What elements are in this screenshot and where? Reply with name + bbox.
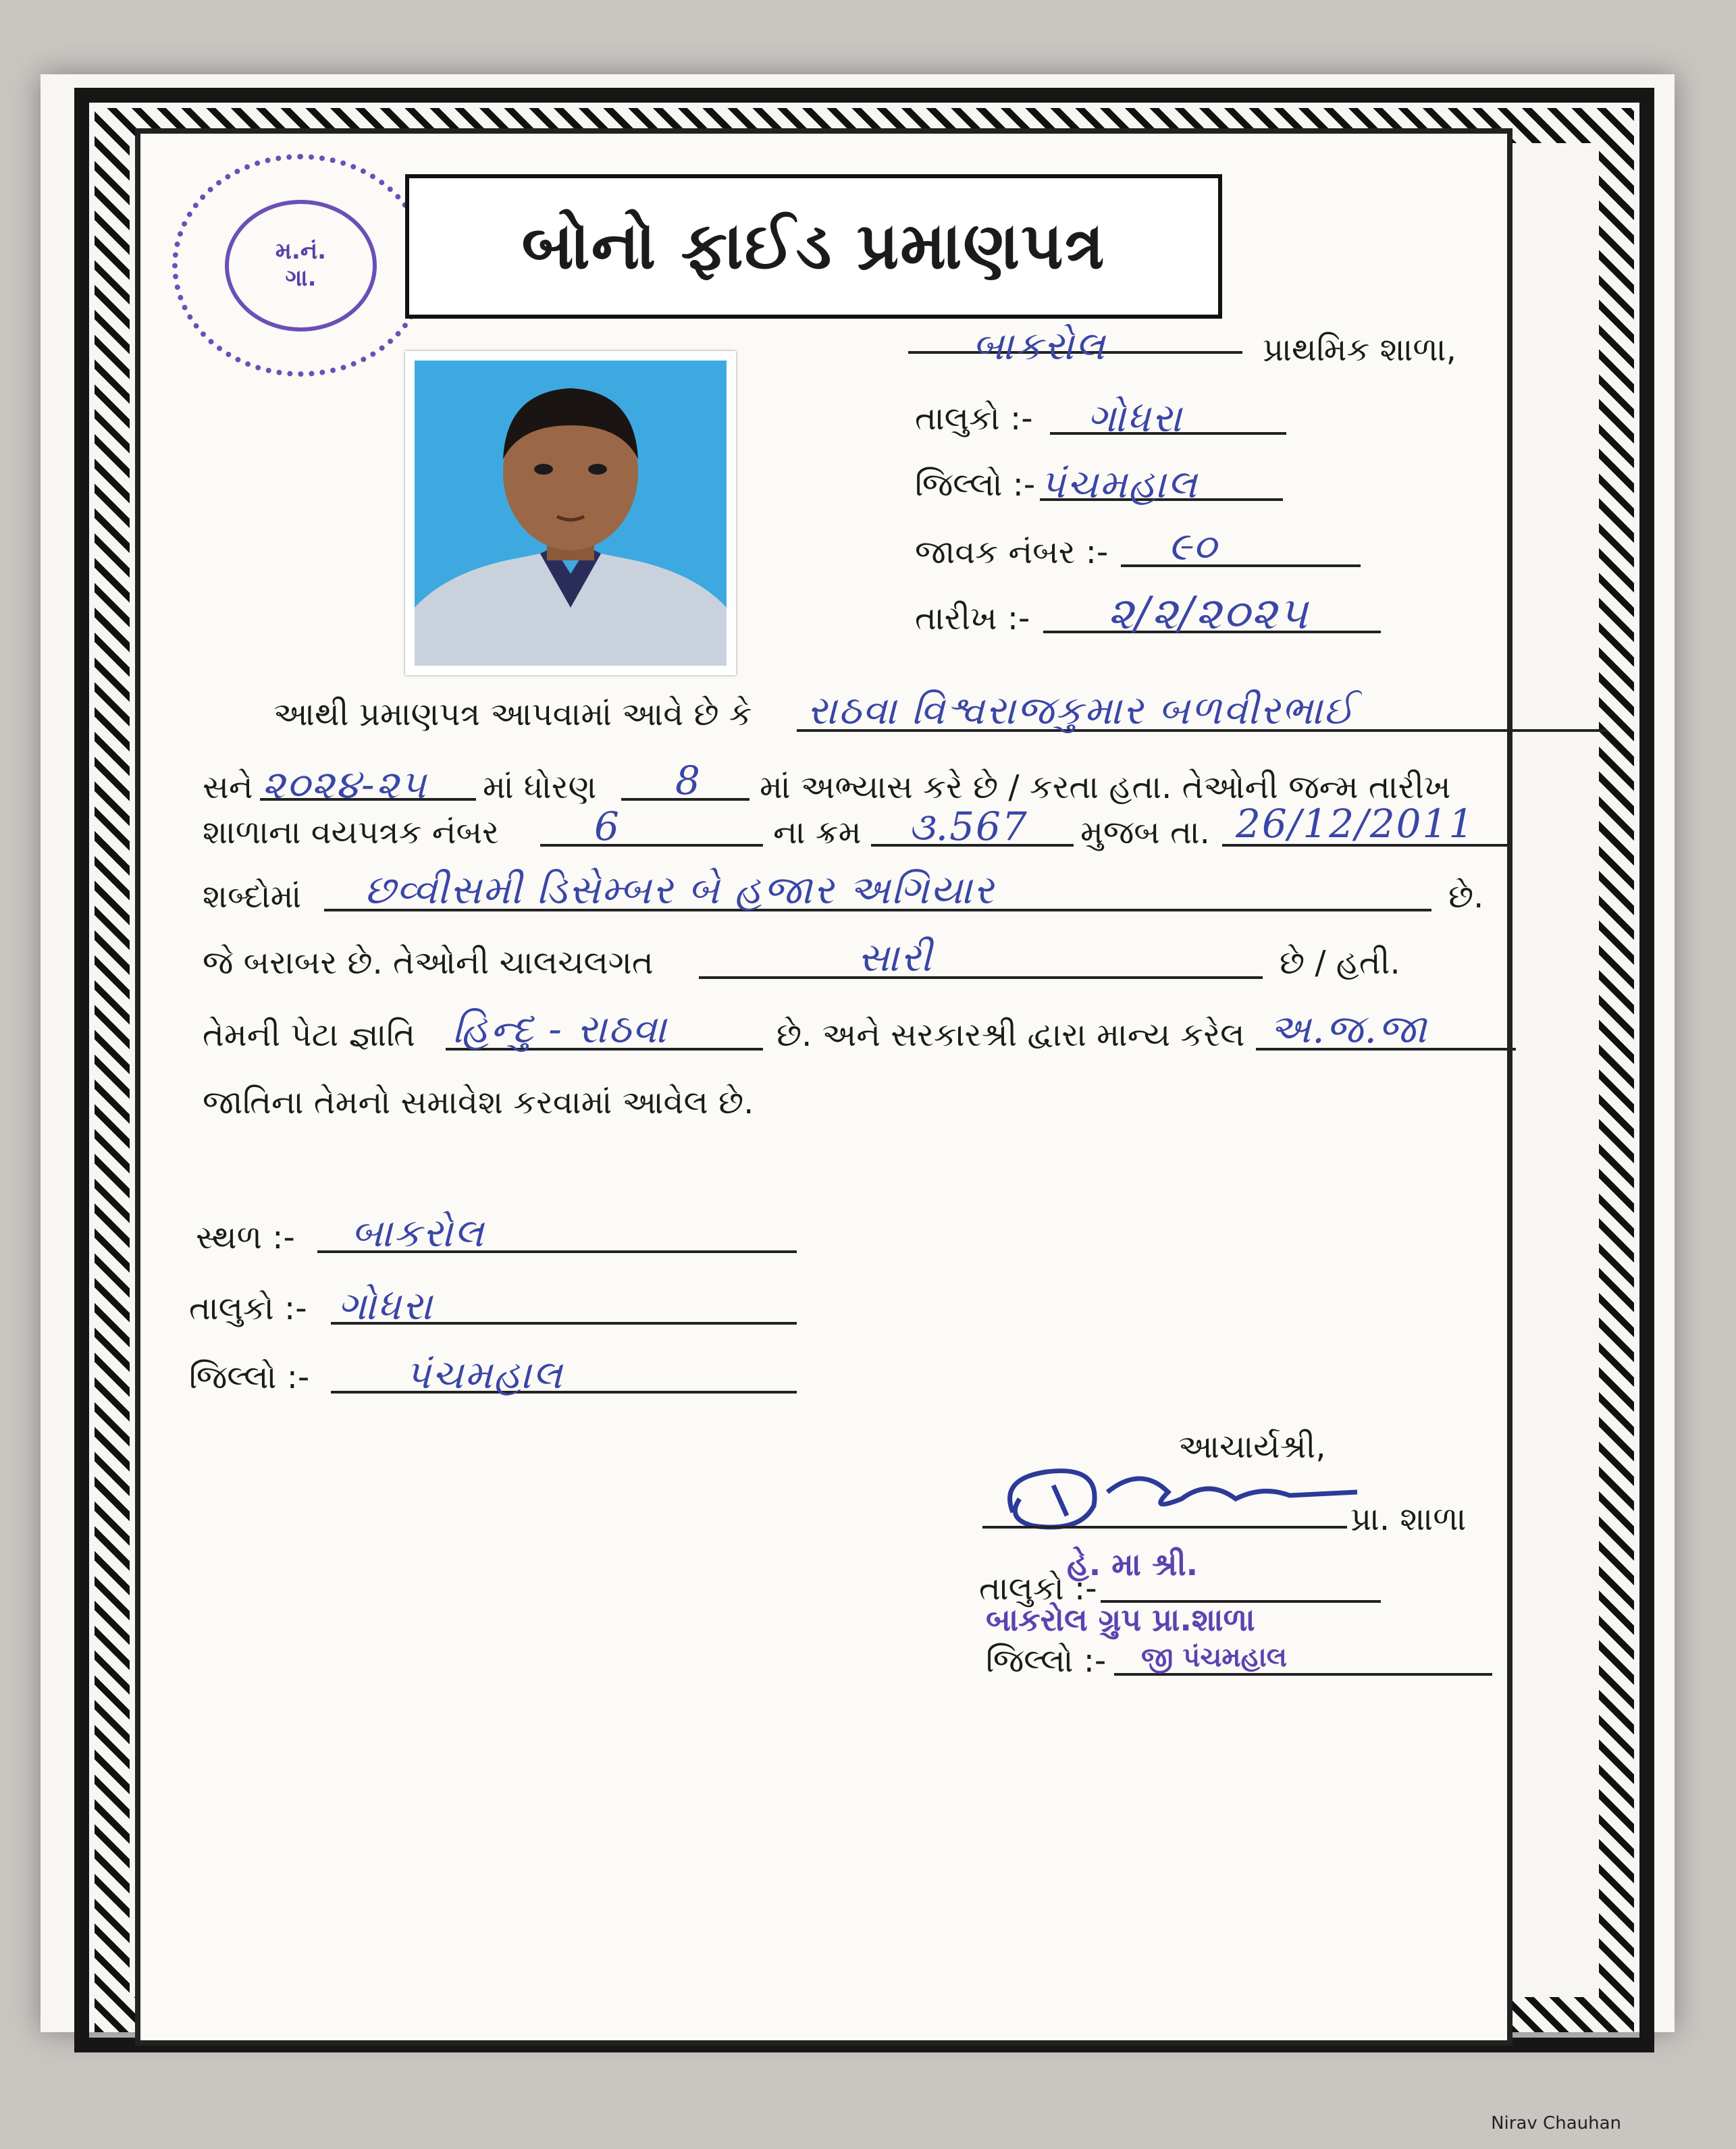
std-value: 8 bbox=[675, 758, 702, 803]
place-taluka-label: તાલુકો :- bbox=[189, 1290, 307, 1327]
place-district-line bbox=[331, 1391, 797, 1394]
signature-taluka-label: તાલુકો :- bbox=[979, 1570, 1097, 1608]
conduct-line bbox=[699, 976, 1263, 979]
seal-line-1: હે. મા શ્રી. bbox=[1067, 1546, 1199, 1583]
conduct-value: સારી bbox=[858, 934, 933, 980]
title-box bbox=[405, 174, 1222, 319]
student-portrait-image bbox=[405, 351, 736, 675]
body-line2-c: માં અભ્યાસ કરે છે / કરતા હતા. તેઓની જન્મ તારીખ bbox=[760, 768, 1451, 806]
school-taluka-value: ગોધરા bbox=[1087, 395, 1183, 441]
register-value: 6 bbox=[594, 803, 621, 849]
seal-line-2: બાકરોલ ગ્રુપ પ્રા.શાળા bbox=[986, 1601, 1255, 1638]
signature-district-label: જિલ્લો :- bbox=[986, 1642, 1107, 1680]
stamp-center bbox=[225, 200, 377, 331]
stamp-text-1: મ.નં. bbox=[275, 238, 327, 265]
place-district-label: જિલ્લો :- bbox=[189, 1358, 310, 1396]
body-line3-b: ના ક્રમ bbox=[773, 814, 862, 851]
outward-number-value: ૯૦ bbox=[1168, 523, 1218, 569]
outward-number-label: જાવક નંબર :- bbox=[915, 533, 1109, 571]
body-line6-b: છે. અને સરકારશ્રી દ્વારા માન્ય કરેલ bbox=[777, 1016, 1245, 1054]
register-line bbox=[540, 844, 763, 847]
body-line6-a: તેમની પેટા જ્ઞાતિ bbox=[203, 1016, 415, 1054]
subcaste-value: હિન્દુ - રાઠવા bbox=[452, 1006, 668, 1052]
school-district-value: પંચમહાલ bbox=[1040, 461, 1199, 507]
place-district-value: પંચમહાલ bbox=[405, 1352, 564, 1398]
serial-value: ૩.567 bbox=[908, 803, 1028, 849]
student-name-value: રાઠવા વિશ્વરાજકુમાર બળવીરભાઈ bbox=[807, 687, 1356, 733]
signature-school-suffix: પ્રા. શાળા bbox=[1350, 1500, 1467, 1538]
body-line3-c: મુજબ તા. bbox=[1080, 814, 1210, 851]
place-label: સ્થળ :- bbox=[196, 1219, 295, 1256]
signature-line bbox=[982, 1526, 1347, 1529]
body-line2-b: માં ધોરણ bbox=[483, 768, 597, 806]
seal-line-3: જી પંચમહાલ bbox=[1141, 1642, 1288, 1673]
student-photo bbox=[405, 351, 736, 675]
date-value: ૨/૨/૨૦૨૫ bbox=[1107, 587, 1309, 639]
dob-value: 26/12/2011 bbox=[1236, 801, 1475, 847]
body-line3-a: શાળાના વયપત્રક નંબર bbox=[203, 814, 499, 851]
body-line7: જાતિના તેમનો સમાવેશ કરવામાં આવેલ છે. bbox=[203, 1084, 754, 1121]
principal-title: આચાર્યશ્રી, bbox=[1178, 1428, 1326, 1466]
body-line2-a: સને bbox=[203, 768, 253, 806]
body-line4-b: છે. bbox=[1448, 878, 1484, 916]
body-line4-a: શબ્દોમાં bbox=[203, 878, 302, 916]
body-line1-text: આથી પ્રમાણપત્ર આપવામાં આવે છે કે bbox=[273, 695, 752, 733]
year-value: ૨૦૨૪-૨૫ bbox=[262, 762, 427, 807]
footer-credit: Nirav Chauhan bbox=[1491, 2113, 1621, 2133]
category-value: અ.જ.જા bbox=[1269, 1006, 1428, 1052]
school-name-suffix: પ્રાથમિક શાળા, bbox=[1263, 331, 1456, 369]
body-line5-b: છે / હતી. bbox=[1280, 944, 1400, 982]
signature-district-line bbox=[1114, 1673, 1492, 1676]
body-line5-a: જે બરાબર છે. તેઓની ચાલચલગત bbox=[203, 944, 654, 982]
school-stamp bbox=[172, 154, 429, 377]
school-district-label: જિલ્લો :- bbox=[915, 466, 1036, 504]
place-value: બાકરોલ bbox=[351, 1210, 485, 1256]
place-taluka-value: ગોધરા bbox=[338, 1283, 433, 1329]
dob-words-value: છવ્વીસમી ડિસેમ્બર બે હજાર અગિયાર bbox=[365, 867, 995, 913]
school-name-value: બાકરોલ bbox=[972, 323, 1107, 369]
school-taluka-label: તાલુકો :- bbox=[915, 400, 1033, 437]
page-title: બોનો ફાઈડ પ્રમાણપત્ર bbox=[521, 208, 1106, 284]
stamp-text-2: ગા. bbox=[285, 265, 317, 292]
date-label: તારીખ :- bbox=[915, 600, 1030, 637]
outward-number-line bbox=[1121, 564, 1361, 567]
